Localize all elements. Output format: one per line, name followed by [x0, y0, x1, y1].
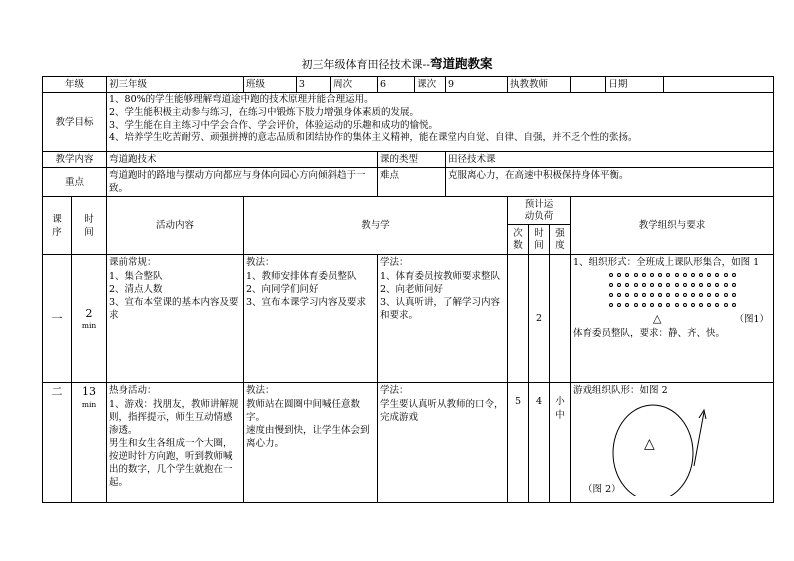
goal-item: 2、学生能积极主动参与练习，在练习中锻炼下肢力增强身体素质的发展。 [109, 106, 420, 118]
row-learn: 学法： 1、体育委员按教师要求整队 2、向老师问好 3、认真听讲，了解学习内容和要求。 [378, 255, 508, 383]
difficulty-value: 克服离心力，在高速中积极保持身体平衡。 [446, 168, 774, 197]
row-time-unit: min [81, 321, 97, 331]
content-label: 教学内容 [43, 152, 107, 168]
row-count [508, 255, 529, 383]
grade-label: 年级 [43, 77, 107, 93]
table-row [43, 383, 774, 503]
goals-label: 教学目标 [43, 93, 107, 152]
col-duration: 时 间 [529, 225, 550, 255]
col-activity: 活动内容 [107, 197, 244, 255]
figure-label: （图 2） [583, 484, 621, 496]
formation-dots [573, 273, 771, 307]
row-time: 2 [85, 307, 93, 321]
org-text: 1、组织形式：全班成上课队形集合，如图 1 [573, 257, 760, 269]
teacher-triangle-icon: △ [653, 311, 662, 325]
class-value: 3 [297, 77, 331, 92]
row-duration: 4 [529, 383, 550, 503]
col-times: 次 数 [508, 225, 529, 255]
col-organization: 教学组织与要求 [571, 197, 774, 255]
row-time: 13 [82, 385, 96, 399]
row-activity: 热身活动： 1、游戏：找朋友，教师讲解规则，指挥提示，师生互动情感渗透。 男生和女生各组成一个大圈，按逆时针方向跑，听到教师喊出的数字，几个学生就抱在一起。 [107, 383, 244, 503]
keypoint-value: 弯道跑时的路地与摆动方向都应与身体向园心方向倾斜趋于一致。 [107, 168, 378, 197]
document-title [0, 54, 794, 72]
col-time: 时 间 [72, 197, 107, 255]
row-duration: 2 [529, 255, 550, 383]
goal-item: 4、培养学生吃苦耐劳、顽强拼搏的意志品质和团结协作的集体主义精神，能在课堂内自觉、自律、自强，并不乏个性的张扬。 [109, 132, 638, 144]
title-prefix: 初三年级体育田径技术课-- [301, 58, 430, 71]
row-learn: 学法： 学生要认真听从教师的口令，完成游戏 [378, 383, 508, 503]
type-value: 田径技术课 [446, 152, 774, 168]
week-label: 周次 [333, 79, 353, 90]
title-main: 弯道跑教案 [429, 56, 493, 71]
row-teach: 教法： 1、教师安排体育委员整队 2、向同学们问好 3、宣布本课学习内容及要求 [244, 255, 378, 383]
circle-formation-diagram [573, 398, 771, 496]
grade-value: 初三年级 [107, 77, 244, 93]
table-row [43, 255, 774, 383]
lesson-value: 9 [446, 77, 508, 93]
col-order: 课 序 [43, 197, 72, 255]
content-value: 弯道跑技术 [107, 152, 378, 168]
lesson-plan-table [42, 76, 774, 503]
row-intensity [550, 255, 571, 383]
class-label: 班级 [244, 77, 297, 92]
difficulty-label: 难点 [378, 168, 446, 197]
row-count: 5 [508, 383, 529, 503]
teacher-value [571, 77, 606, 92]
date-label: 日期 [606, 77, 664, 92]
week-value: 6 [378, 77, 415, 92]
figure-label: （图1） [734, 313, 770, 325]
goal-item: 3、学生能在自主练习中学会合作、学会评价，体验运动的乐趣和成功的愉悦。 [109, 119, 439, 131]
col-teach-learn: 教与学 [244, 197, 508, 255]
row-intensity: 小 中 [550, 383, 571, 503]
col-load: 预计运 动负荷 [508, 197, 571, 225]
goal-item: 1、80%的学生能够理解弯道途中跑的技术原理并能合理运用。 [109, 94, 374, 106]
teacher-triangle-icon: △ [644, 436, 655, 453]
row-activity: 课前常规： 1、集合整队 2、清点人数 3、宣布本堂课的基本内容及要求 [107, 255, 244, 383]
row-time-unit: min [81, 399, 97, 409]
date-value [664, 77, 668, 92]
type-label: 课的类型 [378, 152, 446, 168]
lesson-label: 课次 [417, 79, 437, 90]
row-order: 二 [43, 383, 72, 503]
org-requirement: 体育委员整队，要求：静、齐、快。 [573, 327, 726, 339]
org-text: 游戏组织队形：如图 2 [573, 385, 668, 397]
col-intensity: 强 度 [550, 225, 571, 255]
row-order: 一 [43, 255, 72, 383]
row-teach: 教法： 教师站在圆圈中间喊任意数字。 速度由慢到快，让学生体会到离心力。 [244, 383, 378, 503]
keypoint-label: 重点 [43, 168, 107, 197]
teacher-label: 执教教师 [508, 77, 571, 93]
